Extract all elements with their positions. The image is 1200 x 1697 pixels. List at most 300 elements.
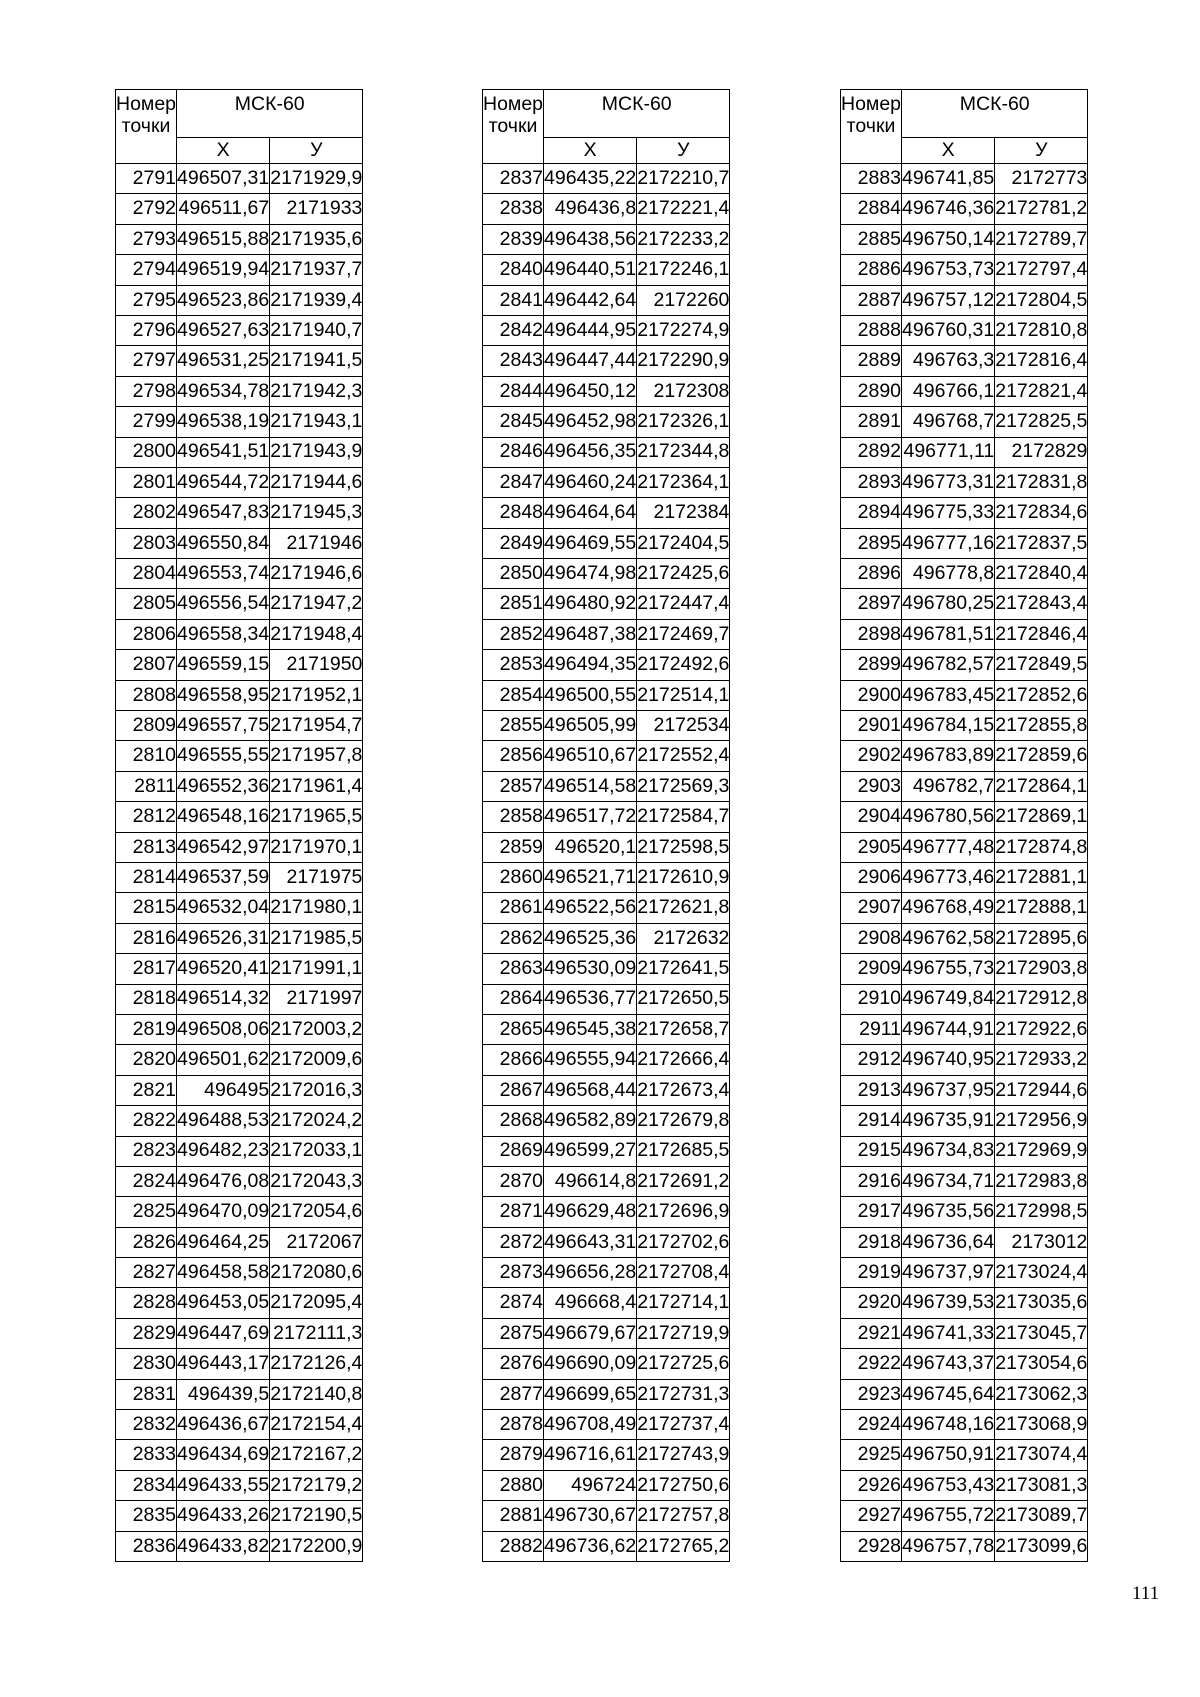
table-row bbox=[116, 1501, 363, 1531]
point-number-cell: 2894 bbox=[841, 498, 902, 528]
point-number-cell: 2802 bbox=[116, 498, 177, 528]
point-number-cell: 2853 bbox=[483, 650, 544, 680]
table-row bbox=[483, 650, 730, 680]
table-row bbox=[483, 407, 730, 437]
point-number-cell: 2797 bbox=[116, 346, 177, 376]
y-coordinate-cell: 2172308 bbox=[637, 376, 730, 406]
x-coordinate-cell: 496755,72 bbox=[902, 1501, 995, 1531]
y-coordinate-cell: 2172043,3 bbox=[270, 1166, 363, 1196]
y-coordinate-cell: 2171937,7 bbox=[270, 255, 363, 285]
x-coordinate-cell: 496476,08 bbox=[177, 1166, 270, 1196]
y-coordinate-cell: 2172200,9 bbox=[270, 1531, 363, 1561]
table-row bbox=[841, 315, 1088, 345]
point-number-cell: 2928 bbox=[841, 1531, 902, 1561]
point-number-cell: 2895 bbox=[841, 528, 902, 558]
table-row bbox=[841, 1470, 1088, 1500]
y-coordinate-cell: 2172998,5 bbox=[995, 1197, 1088, 1227]
point-number-cell: 2803 bbox=[116, 528, 177, 558]
point-number-cell: 2854 bbox=[483, 680, 544, 710]
point-number-cell: 2840 bbox=[483, 255, 544, 285]
table-row bbox=[483, 802, 730, 832]
table-row bbox=[116, 346, 363, 376]
header-y: У bbox=[270, 138, 363, 164]
point-number-cell: 2818 bbox=[116, 984, 177, 1014]
y-coordinate-cell: 2172024,2 bbox=[270, 1106, 363, 1136]
header-point-number bbox=[483, 90, 544, 164]
point-number-cell: 2870 bbox=[483, 1166, 544, 1196]
y-coordinate-cell: 2172514,1 bbox=[637, 680, 730, 710]
x-coordinate-cell: 496511,67 bbox=[177, 194, 270, 224]
y-coordinate-cell: 2171985,5 bbox=[270, 923, 363, 953]
table-row bbox=[841, 1197, 1088, 1227]
y-coordinate-cell: 2172632 bbox=[637, 923, 730, 953]
table-row bbox=[483, 285, 730, 315]
table-row bbox=[116, 164, 363, 194]
table-row bbox=[116, 1166, 363, 1196]
y-coordinate-cell: 2172673,4 bbox=[637, 1075, 730, 1105]
y-coordinate-cell: 2171980,1 bbox=[270, 893, 363, 923]
point-number-cell: 2850 bbox=[483, 559, 544, 589]
point-number-cell: 2900 bbox=[841, 680, 902, 710]
point-number-cell: 2809 bbox=[116, 711, 177, 741]
y-coordinate-cell: 2173089,7 bbox=[995, 1501, 1088, 1531]
point-number-cell: 2861 bbox=[483, 893, 544, 923]
x-coordinate-cell: 496780,25 bbox=[902, 589, 995, 619]
y-coordinate-cell: 2173024,4 bbox=[995, 1258, 1088, 1288]
header-point-number-line2: точки bbox=[846, 115, 896, 137]
point-number-cell: 2851 bbox=[483, 589, 544, 619]
x-coordinate-cell: 496523,86 bbox=[177, 285, 270, 315]
table-row bbox=[116, 771, 363, 801]
table-row bbox=[841, 1440, 1088, 1470]
y-coordinate-cell: 2172179,2 bbox=[270, 1470, 363, 1500]
y-coordinate-cell: 2171965,5 bbox=[270, 802, 363, 832]
x-coordinate-cell: 496773,46 bbox=[902, 862, 995, 892]
table-row bbox=[483, 498, 730, 528]
x-coordinate-cell: 496656,28 bbox=[544, 1258, 637, 1288]
table-row bbox=[116, 1288, 363, 1318]
y-coordinate-cell: 2172067 bbox=[270, 1227, 363, 1257]
table-row bbox=[483, 1288, 730, 1318]
table-row bbox=[841, 376, 1088, 406]
table-row bbox=[116, 1045, 363, 1075]
point-number-cell: 2800 bbox=[116, 437, 177, 467]
point-number-cell: 2883 bbox=[841, 164, 902, 194]
table-row bbox=[483, 559, 730, 589]
x-coordinate-cell: 496746,36 bbox=[902, 194, 995, 224]
table-row bbox=[483, 1258, 730, 1288]
table-row bbox=[841, 680, 1088, 710]
x-coordinate-cell: 496460,24 bbox=[544, 467, 637, 497]
x-coordinate-cell: 496515,88 bbox=[177, 224, 270, 254]
table-row bbox=[116, 619, 363, 649]
x-coordinate-cell: 496440,51 bbox=[544, 255, 637, 285]
y-coordinate-cell: 2172864,1 bbox=[995, 771, 1088, 801]
point-number-cell: 2907 bbox=[841, 893, 902, 923]
x-coordinate-cell: 496443,17 bbox=[177, 1349, 270, 1379]
x-coordinate-cell: 496526,31 bbox=[177, 923, 270, 953]
x-coordinate-cell: 496494,35 bbox=[544, 650, 637, 680]
x-coordinate-cell: 496757,78 bbox=[902, 1531, 995, 1561]
y-coordinate-cell: 2172190,5 bbox=[270, 1501, 363, 1531]
table-row bbox=[116, 1470, 363, 1500]
table-row bbox=[116, 862, 363, 892]
y-coordinate-cell: 2172731,3 bbox=[637, 1379, 730, 1409]
x-coordinate-cell: 496766,1 bbox=[902, 376, 995, 406]
table-row bbox=[116, 1410, 363, 1440]
table-row bbox=[116, 1349, 363, 1379]
point-number-cell: 2882 bbox=[483, 1531, 544, 1561]
point-number-cell: 2849 bbox=[483, 528, 544, 558]
point-number-cell: 2796 bbox=[116, 315, 177, 345]
x-coordinate-cell: 496530,09 bbox=[544, 954, 637, 984]
x-coordinate-cell: 496548,16 bbox=[177, 802, 270, 832]
y-coordinate-cell: 2172154,4 bbox=[270, 1410, 363, 1440]
point-number-cell: 2842 bbox=[483, 315, 544, 345]
x-coordinate-cell: 496778,8 bbox=[902, 559, 995, 589]
y-coordinate-cell: 2171975 bbox=[270, 862, 363, 892]
header-point-number bbox=[841, 90, 902, 164]
point-number-cell: 2834 bbox=[116, 1470, 177, 1500]
point-number-cell: 2869 bbox=[483, 1136, 544, 1166]
x-coordinate-cell: 496474,98 bbox=[544, 559, 637, 589]
table-row bbox=[116, 224, 363, 254]
table-row bbox=[116, 1106, 363, 1136]
point-number-cell: 2884 bbox=[841, 194, 902, 224]
header-point-number-line2: точки bbox=[488, 115, 538, 137]
table-row bbox=[841, 224, 1088, 254]
table-row bbox=[841, 893, 1088, 923]
header-point-number-line1: Номер bbox=[841, 93, 902, 115]
y-coordinate-cell: 2173035,6 bbox=[995, 1288, 1088, 1318]
header-x: Х bbox=[902, 138, 995, 164]
x-coordinate-cell: 496532,04 bbox=[177, 893, 270, 923]
table-row bbox=[483, 1501, 730, 1531]
y-coordinate-cell: 2172789,7 bbox=[995, 224, 1088, 254]
y-coordinate-cell: 2172658,7 bbox=[637, 1014, 730, 1044]
x-coordinate-cell: 496784,15 bbox=[902, 711, 995, 741]
x-coordinate-cell: 496444,95 bbox=[544, 315, 637, 345]
point-number-cell: 2813 bbox=[116, 832, 177, 862]
table-row bbox=[116, 923, 363, 953]
point-number-cell: 2880 bbox=[483, 1470, 544, 1500]
point-number-cell: 2877 bbox=[483, 1379, 544, 1409]
table-row bbox=[483, 346, 730, 376]
point-number-cell: 2886 bbox=[841, 255, 902, 285]
table-row bbox=[483, 467, 730, 497]
point-number-cell: 2922 bbox=[841, 1349, 902, 1379]
point-number-cell: 2807 bbox=[116, 650, 177, 680]
x-coordinate-cell: 496737,97 bbox=[902, 1258, 995, 1288]
table-row bbox=[483, 893, 730, 923]
header-coordinate-system: МСК-60 bbox=[902, 90, 1088, 138]
y-coordinate-cell: 2172126,4 bbox=[270, 1349, 363, 1379]
y-coordinate-cell: 2172765,2 bbox=[637, 1531, 730, 1561]
y-coordinate-cell: 2172969,9 bbox=[995, 1136, 1088, 1166]
point-number-cell: 2816 bbox=[116, 923, 177, 953]
point-number-cell: 2844 bbox=[483, 376, 544, 406]
point-number-cell: 2792 bbox=[116, 194, 177, 224]
table-row bbox=[841, 559, 1088, 589]
table-row bbox=[841, 1166, 1088, 1196]
table-row bbox=[483, 711, 730, 741]
table-row bbox=[483, 1136, 730, 1166]
point-number-cell: 2811 bbox=[116, 771, 177, 801]
point-number-cell: 2923 bbox=[841, 1379, 902, 1409]
table-row bbox=[116, 1379, 363, 1409]
table-row bbox=[483, 1075, 730, 1105]
point-number-cell: 2819 bbox=[116, 1014, 177, 1044]
x-coordinate-cell: 496582,89 bbox=[544, 1106, 637, 1136]
y-coordinate-cell: 2171940,7 bbox=[270, 315, 363, 345]
y-coordinate-cell: 2171970,1 bbox=[270, 832, 363, 862]
table-row bbox=[483, 589, 730, 619]
table-row bbox=[483, 1106, 730, 1136]
point-number-cell: 2824 bbox=[116, 1166, 177, 1196]
x-coordinate-cell: 496555,94 bbox=[544, 1045, 637, 1075]
y-coordinate-cell: 2172708,4 bbox=[637, 1258, 730, 1288]
x-coordinate-cell: 496555,55 bbox=[177, 741, 270, 771]
header-coordinate-system: МСК-60 bbox=[177, 90, 363, 138]
table-row bbox=[116, 467, 363, 497]
x-coordinate-cell: 496433,82 bbox=[177, 1531, 270, 1561]
x-coordinate-cell: 496668,4 bbox=[544, 1288, 637, 1318]
y-coordinate-cell: 2172610,9 bbox=[637, 862, 730, 892]
y-coordinate-cell: 2172719,9 bbox=[637, 1318, 730, 1348]
table-row bbox=[483, 1014, 730, 1044]
y-coordinate-cell: 2171991,1 bbox=[270, 954, 363, 984]
y-coordinate-cell: 2172054,6 bbox=[270, 1197, 363, 1227]
point-number-cell: 2859 bbox=[483, 832, 544, 862]
x-coordinate-cell: 496783,45 bbox=[902, 680, 995, 710]
point-number-cell: 2892 bbox=[841, 437, 902, 467]
table-row bbox=[841, 984, 1088, 1014]
x-coordinate-cell: 496763,3 bbox=[902, 346, 995, 376]
x-coordinate-cell: 496556,54 bbox=[177, 589, 270, 619]
x-coordinate-cell: 496545,38 bbox=[544, 1014, 637, 1044]
y-coordinate-cell: 2172384 bbox=[637, 498, 730, 528]
x-coordinate-cell: 496536,77 bbox=[544, 984, 637, 1014]
y-coordinate-cell: 2171943,1 bbox=[270, 407, 363, 437]
point-number-cell: 2897 bbox=[841, 589, 902, 619]
y-coordinate-cell: 2172290,9 bbox=[637, 346, 730, 376]
point-number-cell: 2812 bbox=[116, 802, 177, 832]
point-number-cell: 2843 bbox=[483, 346, 544, 376]
table-row bbox=[116, 650, 363, 680]
table-row bbox=[483, 164, 730, 194]
x-coordinate-cell: 496762,58 bbox=[902, 923, 995, 953]
x-coordinate-cell: 496527,63 bbox=[177, 315, 270, 345]
x-coordinate-cell: 496743,37 bbox=[902, 1349, 995, 1379]
point-number-cell: 2916 bbox=[841, 1166, 902, 1196]
x-coordinate-cell: 496777,48 bbox=[902, 832, 995, 862]
table-row bbox=[841, 1379, 1088, 1409]
point-number-cell: 2847 bbox=[483, 467, 544, 497]
table-row bbox=[483, 1166, 730, 1196]
point-number-cell: 2791 bbox=[116, 164, 177, 194]
table-row bbox=[841, 285, 1088, 315]
x-coordinate-cell: 496775,33 bbox=[902, 498, 995, 528]
y-coordinate-cell: 2172737,4 bbox=[637, 1410, 730, 1440]
header-coordinate-system: МСК-60 bbox=[544, 90, 730, 138]
x-coordinate-cell: 496783,89 bbox=[902, 741, 995, 771]
x-coordinate-cell: 496552,36 bbox=[177, 771, 270, 801]
point-number-cell: 2857 bbox=[483, 771, 544, 801]
point-number-cell: 2905 bbox=[841, 832, 902, 862]
point-number-cell: 2867 bbox=[483, 1075, 544, 1105]
point-number-cell: 2829 bbox=[116, 1318, 177, 1348]
table-row bbox=[116, 498, 363, 528]
table-row bbox=[841, 954, 1088, 984]
y-coordinate-cell: 2171943,9 bbox=[270, 437, 363, 467]
table-row bbox=[841, 1318, 1088, 1348]
y-coordinate-cell: 2172714,1 bbox=[637, 1288, 730, 1318]
table-row bbox=[116, 559, 363, 589]
point-number-cell: 2838 bbox=[483, 194, 544, 224]
x-coordinate-cell: 496557,75 bbox=[177, 711, 270, 741]
point-number-cell: 2906 bbox=[841, 862, 902, 892]
x-coordinate-cell: 496538,19 bbox=[177, 407, 270, 437]
point-number-cell: 2904 bbox=[841, 802, 902, 832]
y-coordinate-cell: 2171929,9 bbox=[270, 164, 363, 194]
y-coordinate-cell: 2172492,6 bbox=[637, 650, 730, 680]
x-coordinate-cell: 496537,59 bbox=[177, 862, 270, 892]
table-row bbox=[483, 1045, 730, 1075]
point-number-cell: 2833 bbox=[116, 1440, 177, 1470]
x-coordinate-cell: 496760,31 bbox=[902, 315, 995, 345]
table-row bbox=[483, 832, 730, 862]
x-coordinate-cell: 496521,71 bbox=[544, 862, 637, 892]
table-row bbox=[116, 893, 363, 923]
y-coordinate-cell: 2173054,6 bbox=[995, 1349, 1088, 1379]
x-coordinate-cell: 496442,64 bbox=[544, 285, 637, 315]
table-row bbox=[116, 1318, 363, 1348]
point-number-cell: 2864 bbox=[483, 984, 544, 1014]
table-row bbox=[483, 741, 730, 771]
y-coordinate-cell: 2171933 bbox=[270, 194, 363, 224]
x-coordinate-cell: 496507,31 bbox=[177, 164, 270, 194]
y-coordinate-cell: 2172095,4 bbox=[270, 1288, 363, 1318]
table-row bbox=[116, 376, 363, 406]
table-row bbox=[841, 1014, 1088, 1044]
table-row bbox=[841, 1531, 1088, 1561]
point-number-cell: 2846 bbox=[483, 437, 544, 467]
table-row bbox=[116, 315, 363, 345]
point-number-cell: 2921 bbox=[841, 1318, 902, 1348]
y-coordinate-cell: 2172933,2 bbox=[995, 1045, 1088, 1075]
y-coordinate-cell: 2171997 bbox=[270, 984, 363, 1014]
point-number-cell: 2925 bbox=[841, 1440, 902, 1470]
point-number-cell: 2876 bbox=[483, 1349, 544, 1379]
x-coordinate-cell: 496771,11 bbox=[902, 437, 995, 467]
x-coordinate-cell: 496614,8 bbox=[544, 1166, 637, 1196]
y-coordinate-cell: 2172846,4 bbox=[995, 619, 1088, 649]
table-row bbox=[841, 498, 1088, 528]
table-row bbox=[483, 376, 730, 406]
table-row bbox=[841, 771, 1088, 801]
x-coordinate-cell: 496450,12 bbox=[544, 376, 637, 406]
x-coordinate-cell: 496433,26 bbox=[177, 1501, 270, 1531]
y-coordinate-cell: 2172598,5 bbox=[637, 832, 730, 862]
point-number-cell: 2799 bbox=[116, 407, 177, 437]
header-point-number-line2: точки bbox=[121, 115, 171, 137]
y-coordinate-cell: 2172702,6 bbox=[637, 1227, 730, 1257]
x-coordinate-cell: 496520,41 bbox=[177, 954, 270, 984]
point-number-cell: 2835 bbox=[116, 1501, 177, 1531]
point-number-cell: 2804 bbox=[116, 559, 177, 589]
point-number-cell: 2806 bbox=[116, 619, 177, 649]
y-coordinate-cell: 2172584,7 bbox=[637, 802, 730, 832]
x-coordinate-cell: 496458,58 bbox=[177, 1258, 270, 1288]
y-coordinate-cell: 2172364,1 bbox=[637, 467, 730, 497]
y-coordinate-cell: 2171952,1 bbox=[270, 680, 363, 710]
table-row bbox=[483, 984, 730, 1014]
coordinate-table-1 bbox=[115, 89, 363, 1562]
x-coordinate-cell: 496781,51 bbox=[902, 619, 995, 649]
point-number-cell: 2852 bbox=[483, 619, 544, 649]
header-x: Х bbox=[544, 138, 637, 164]
point-number-cell: 2808 bbox=[116, 680, 177, 710]
x-coordinate-cell: 496508,06 bbox=[177, 1014, 270, 1044]
y-coordinate-cell: 2172140,8 bbox=[270, 1379, 363, 1409]
x-coordinate-cell: 496534,78 bbox=[177, 376, 270, 406]
table-row bbox=[483, 771, 730, 801]
y-coordinate-cell: 2172326,1 bbox=[637, 407, 730, 437]
x-coordinate-cell: 496768,49 bbox=[902, 893, 995, 923]
table-row bbox=[841, 650, 1088, 680]
y-coordinate-cell: 2172831,8 bbox=[995, 467, 1088, 497]
x-coordinate-cell: 496568,44 bbox=[544, 1075, 637, 1105]
point-number-cell: 2798 bbox=[116, 376, 177, 406]
table-row bbox=[116, 711, 363, 741]
x-coordinate-cell: 496436,8 bbox=[544, 194, 637, 224]
table-row bbox=[841, 255, 1088, 285]
point-number-cell: 2927 bbox=[841, 1501, 902, 1531]
x-coordinate-cell: 496434,69 bbox=[177, 1440, 270, 1470]
coordinate-table-2 bbox=[482, 89, 730, 1562]
point-number-cell: 2860 bbox=[483, 862, 544, 892]
point-number-cell: 2899 bbox=[841, 650, 902, 680]
x-coordinate-cell: 496699,65 bbox=[544, 1379, 637, 1409]
table-row bbox=[116, 194, 363, 224]
table-row bbox=[116, 437, 363, 467]
point-number-cell: 2909 bbox=[841, 954, 902, 984]
point-number-cell: 2918 bbox=[841, 1227, 902, 1257]
point-number-cell: 2912 bbox=[841, 1045, 902, 1075]
table-row bbox=[841, 407, 1088, 437]
y-coordinate-cell: 2172781,2 bbox=[995, 194, 1088, 224]
table-row bbox=[116, 802, 363, 832]
x-coordinate-cell: 496782,57 bbox=[902, 650, 995, 680]
table-row bbox=[841, 346, 1088, 376]
y-coordinate-cell: 2172912,8 bbox=[995, 984, 1088, 1014]
y-coordinate-cell: 2173099,6 bbox=[995, 1531, 1088, 1561]
y-coordinate-cell: 2172033,1 bbox=[270, 1136, 363, 1166]
x-coordinate-cell: 496436,67 bbox=[177, 1410, 270, 1440]
y-coordinate-cell: 2173045,7 bbox=[995, 1318, 1088, 1348]
point-number-cell: 2896 bbox=[841, 559, 902, 589]
x-coordinate-cell: 496514,32 bbox=[177, 984, 270, 1014]
point-number-cell: 2830 bbox=[116, 1349, 177, 1379]
point-number-cell: 2836 bbox=[116, 1531, 177, 1561]
x-coordinate-cell: 496736,62 bbox=[544, 1531, 637, 1561]
table-row bbox=[483, 194, 730, 224]
y-coordinate-cell: 2172869,1 bbox=[995, 802, 1088, 832]
y-coordinate-cell: 2171941,5 bbox=[270, 346, 363, 376]
table-row bbox=[116, 1197, 363, 1227]
point-number-cell: 2875 bbox=[483, 1318, 544, 1348]
point-number-cell: 2858 bbox=[483, 802, 544, 832]
